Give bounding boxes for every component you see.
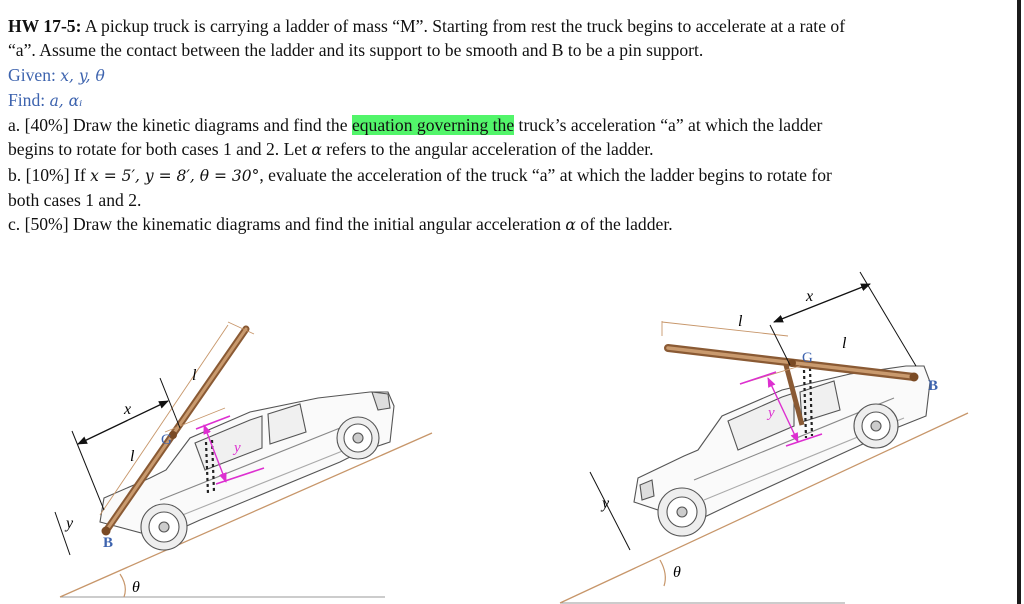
part-b-line-2: both cases 1 and 2. — [8, 190, 142, 211]
case-1-x-label: x — [124, 401, 132, 418]
given-line: Given: x, y, θ — [8, 64, 105, 85]
case-1-l-label-top: l — [192, 367, 197, 384]
case-2-l-label-left: l — [738, 313, 743, 330]
case-1-y-side-label: y — [66, 515, 74, 532]
case-1-theta-label: θ — [132, 579, 140, 596]
case-1-G-label: G — [161, 432, 172, 448]
part-c-line: c. [50%] Draw the kinematic diagrams and find the initial angular acceleration α of the ladder. — [8, 214, 673, 235]
case-2-l-label-right: l — [842, 335, 847, 352]
part-a-line-1: a. [40%] Draw the kinetic diagrams and find the equation governing the truck’s acceleration “a” at which the ladder — [8, 115, 823, 136]
part-b-values: x = 5′, y = 8′, θ = 30° — [90, 166, 260, 185]
case-2-B-label: B — [928, 378, 939, 394]
case-2-y-side-dimension — [590, 472, 630, 550]
case-2-x-dimension — [774, 284, 870, 322]
problem-intro-line-2: “a”. Assume the contact between the ladder and its support to be smooth and B to be a pin support. — [8, 40, 704, 61]
highlighted-text: equation governing the — [351, 115, 515, 136]
case-2-pin-B — [910, 373, 919, 382]
given-variables: x, y, θ — [60, 66, 105, 85]
case-2-G-label: G — [802, 350, 813, 366]
case-2-theta-arc — [660, 560, 665, 586]
problem-intro-line-1: HW 17-5: A pickup truck is carrying a ladder of mass “M”. Starting from rest the truck begins to accelerate at a rate of — [8, 16, 846, 36]
case-2-y-dim-label: y — [768, 405, 775, 421]
case-2-y-side-label: y — [602, 495, 610, 512]
case-1-x-dimension — [78, 401, 168, 444]
part-a-line-2: begins to rotate for both cases 1 and 2. Let α refers to the angular acceleration of the ladder. — [8, 139, 654, 160]
case-1-theta-arc — [120, 574, 125, 597]
case-2-figure — [560, 272, 968, 603]
part-b-line-1: b. [10%] If x = 5′, y = 8′, θ = 30°, evaluate the acceleration of the truck “a” at which the ladder begins to rotate for — [8, 164, 832, 185]
find-variables: a, αᵢ — [49, 91, 83, 110]
case-1-l-label-mid: l — [130, 448, 135, 465]
case-1-B-label: B — [103, 535, 114, 551]
find-line: Find: a, αᵢ — [8, 89, 83, 110]
case-1-figure — [55, 322, 432, 597]
case-2-theta-label: θ — [673, 564, 681, 581]
case-1-y-dim-label: y — [234, 440, 241, 456]
problem-title: HW 17-5: — [8, 16, 82, 36]
case-2-x-label: x — [806, 288, 814, 305]
